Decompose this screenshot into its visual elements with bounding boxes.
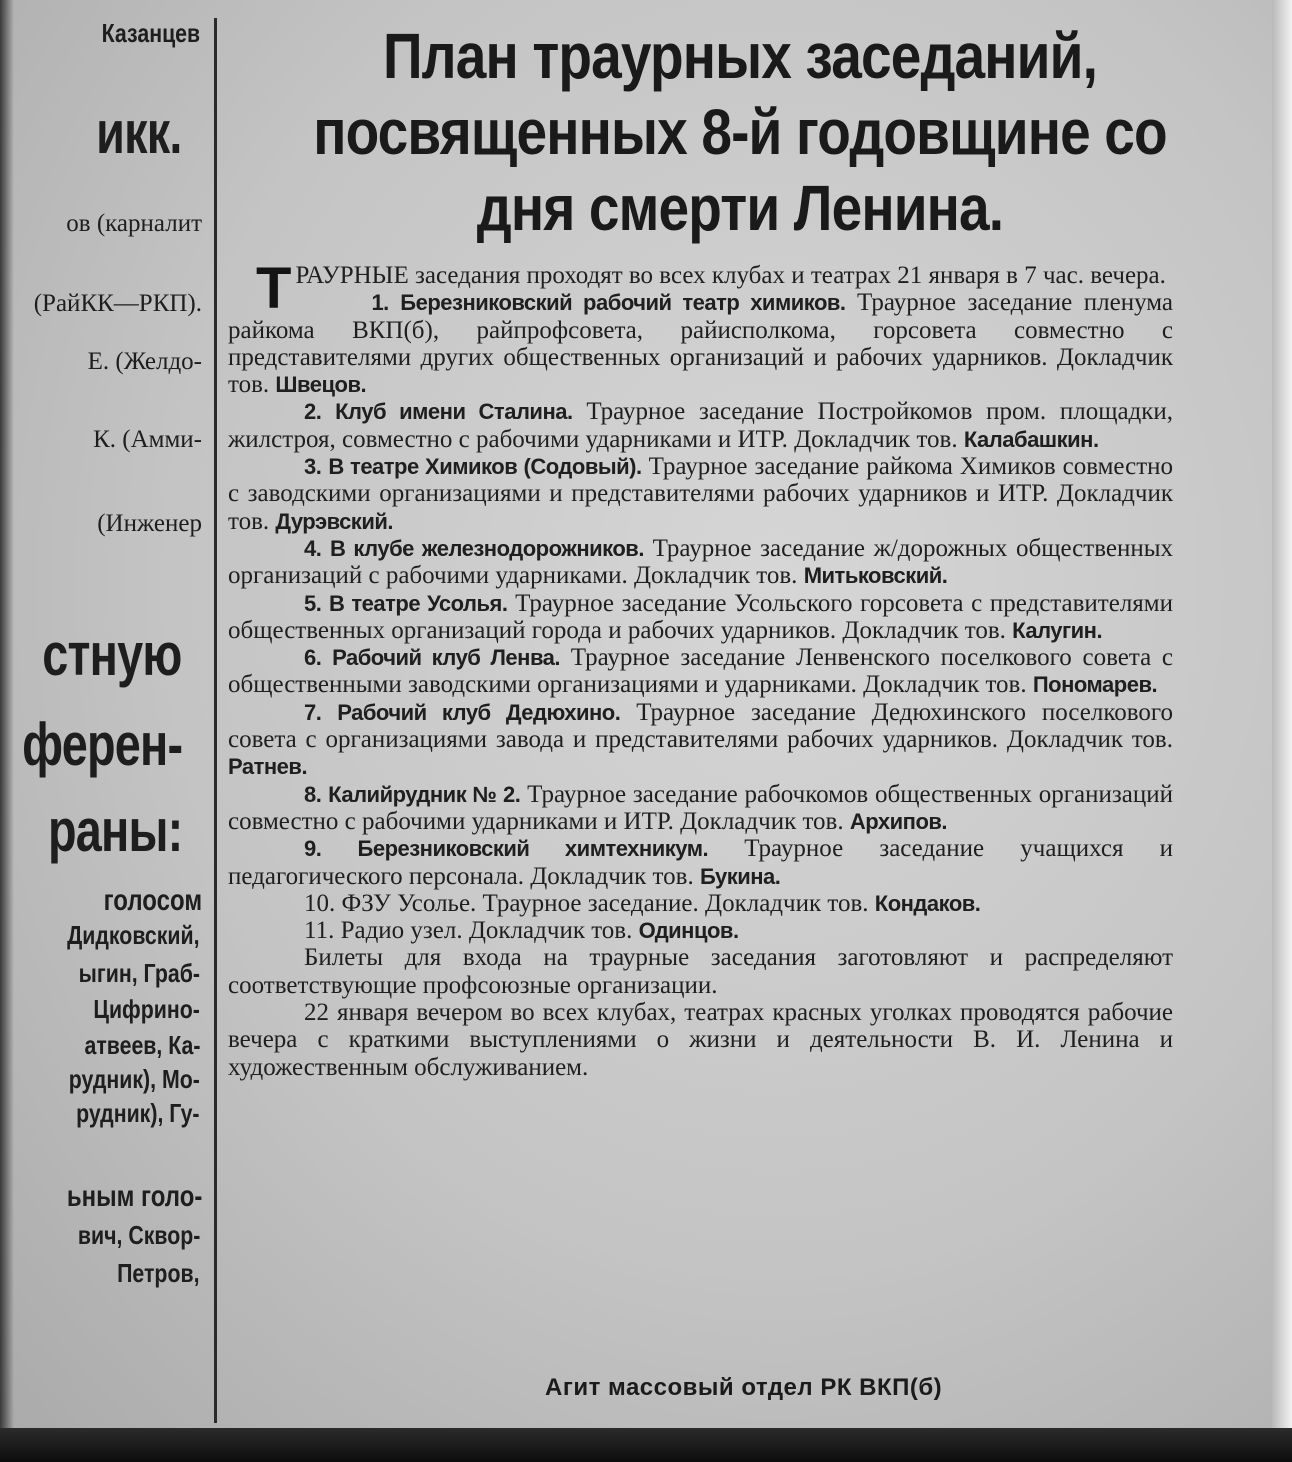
item-number: 10. (304, 889, 336, 917)
adjacent-column-line: рудник), Гу- (76, 1098, 200, 1128)
closing-paragraph-2: 22 января вечером во всех клубах, театрах красных уголках проводятся рабочие вечера с краткими выступлениями о жизни и деятельности В. И. Ленина и художественным обслуживанием. (228, 999, 1173, 1081)
item-number: 5. (304, 590, 322, 616)
item-venue: Рабочий клуб Дедюхино. (337, 699, 621, 725)
session-item (228, 289, 1173, 398)
lead-text: РАУРНЫЕ заседания проходят во всех клубах и театрах 21 января в 7 час. вечера. (295, 262, 1166, 289)
item-venue: Березниковский химтехникум. (357, 836, 709, 862)
item-speaker: Калугин. (1012, 617, 1103, 643)
session-item (228, 535, 1173, 590)
adjacent-column-line: стную (42, 621, 182, 688)
item-number: 4. (304, 535, 322, 561)
item-speaker: Пономарев. (1032, 672, 1158, 698)
item-text: Траурное заседание Постройкомов пром. площадки, жилстроя, совместно с рабочими ударниками и ИТР. Докладчик тов. (228, 398, 1174, 453)
adjacent-column-line: ыгин, Граб- (78, 958, 200, 988)
session-item (228, 453, 1173, 535)
headline-line-3: дня смерти Ленина. (476, 172, 1004, 244)
headline-line-1: План траурных заседаний, (382, 20, 1098, 92)
item-number: 7. (304, 699, 322, 725)
item-number: 2. (304, 399, 322, 425)
item-text: ФЗУ Усолье. Траурное заседание. Докладчик тов. (341, 889, 869, 917)
session-item (228, 917, 1173, 944)
adjacent-column-line: (Инженер (97, 510, 202, 537)
item-number: 11. (304, 917, 335, 945)
item-speaker: Букина. (699, 863, 781, 889)
adjacent-column-line: Дидковский, (67, 920, 200, 950)
item-text: Траурное заседание Дедюхинского поселкового совета с организациями завода и представителями рабочих ударников. Докладчик тов. (228, 698, 1174, 754)
headline-line-2: посвященных 8-й годовщине со (313, 96, 1167, 168)
adjacent-column-line: Цифрино- (93, 994, 200, 1024)
item-speaker: Кондаков. (874, 890, 981, 916)
adjacent-column-line: Петров, (117, 1258, 200, 1288)
adjacent-column-line: рудник), Мо- (68, 1064, 200, 1094)
item-text: Радио узел. Докладчик тов. (340, 917, 633, 945)
adjacent-column-line: икк. (96, 99, 182, 166)
item-venue: В театре Усолья. (329, 590, 508, 616)
item-venue: Калийрудник № 2. (328, 781, 521, 807)
item-text: Траурное заседание Ленвенского поселкового совета с общественными заводскими организациями и ударниками. Докладчик тов. (228, 644, 1174, 699)
item-speaker: Архипов. (849, 808, 948, 834)
page-edge-highlight (1272, 0, 1292, 1462)
session-item (228, 644, 1173, 699)
item-speaker: Одинцов. (638, 918, 739, 944)
item-venue: Рабочий клуб Ленва. (332, 645, 561, 671)
item-text: Траурное заседание рабочкомов общественных организаций совместно с рабочими ударниками и ИТР. Докладчик тов. (228, 780, 1173, 835)
headline (235, 18, 1245, 246)
item-number: 9. (304, 836, 322, 862)
adjacent-column-line: ьным голо- (66, 1180, 202, 1213)
item-number: 3. (304, 454, 322, 480)
item-venue: В клубе железнодорожников. (330, 535, 644, 561)
session-item (228, 835, 1173, 890)
article-body (228, 256, 1174, 1081)
session-list (228, 289, 1173, 944)
adjacent-column-line: Е. (Желдо- (87, 348, 202, 375)
column-rule (214, 18, 217, 1423)
item-number: 6. (304, 645, 322, 671)
adjacent-column-line: раны: (47, 797, 182, 864)
item-speaker: Калабашкин. (963, 426, 1099, 452)
item-venue: В театре Химиков (Содовый). (328, 454, 642, 480)
page-bottom-shadow (0, 1428, 1292, 1462)
signature: Агит массовый отдел РК ВКП(б) (545, 1374, 943, 1401)
adjacent-column (0, 0, 212, 1420)
item-text: Траурное заседание учащихся и педагогического персонала. Докладчик тов. (228, 835, 1173, 890)
item-text: Траурное заседание Усольского горсовета с представителями общественных организаций города и рабочих ударников. Докладчик тов. (228, 589, 1174, 644)
item-speaker: Дурэвский. (275, 508, 393, 534)
adjacent-column-line: К. (Амми- (93, 426, 202, 453)
adjacent-column-line: ферен- (21, 711, 182, 778)
session-item (228, 890, 1173, 917)
item-number: 1. (371, 290, 389, 316)
item-text: Траурное заседание ж/дорожных общественных организаций с рабочими ударниками. Докладчик тов. (228, 534, 1173, 590)
item-speaker: Ратнев. (228, 754, 308, 780)
adjacent-column-line: (РайКК—РКП). (33, 290, 202, 317)
item-text: Траурное заседание райкома Химиков совместно с заводскими организациями и представителями рабочих ударников и ИТР. Докладчик тов. (228, 453, 1174, 535)
closing-paragraph-1: Билеты для входа на траурные заседания заготовляют и распределяют соответствующие профсоюзные организации. (228, 944, 1173, 999)
adjacent-column-line: ов (карналит (66, 210, 202, 237)
item-venue: Клуб имени Сталина. (335, 399, 573, 425)
item-venue: Березниковский рабочий театр химиков. (400, 290, 846, 316)
item-text: Траурное заседание пленума райкома ВКП(б), райпрофсовета, райисполкома, горсовета совместно с представителями других общественных организаций и рабочих ударников. Докладчик тов. (228, 289, 1174, 399)
session-item (228, 398, 1173, 453)
item-speaker: Швецов. (275, 372, 367, 398)
session-item (228, 781, 1173, 836)
adjacent-column-line: голосом (103, 884, 202, 917)
item-speaker: Митьковский. (803, 563, 948, 589)
adjacent-column-line: вич, Сквор- (77, 1220, 200, 1250)
session-item (228, 699, 1173, 781)
drop-cap: Т (256, 256, 292, 321)
adjacent-column-line: атвеев, Ка- (83, 1030, 200, 1060)
item-number: 8. (304, 781, 322, 807)
session-item (228, 590, 1173, 645)
adjacent-column-line: Казанцев (101, 18, 200, 48)
